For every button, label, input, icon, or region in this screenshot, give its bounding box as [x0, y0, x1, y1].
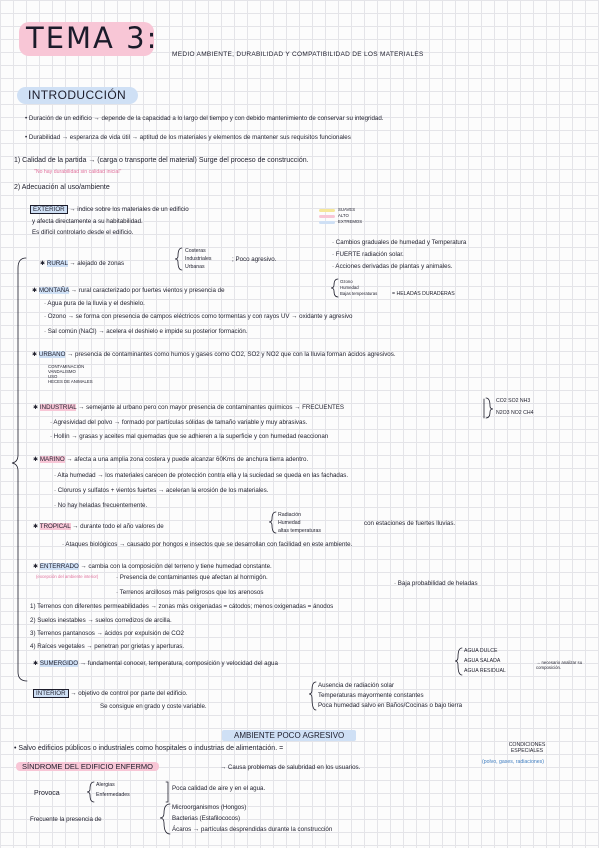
sumergido-option-2: AGUA SALADA	[464, 658, 501, 664]
tropical-option-2: Humedad	[278, 520, 301, 526]
intro-bullet-durabilidad: • Durabilidad → esperanza de vida útil → aptitud de los materiales y elementos de mantener sus requisitos funcionales	[25, 134, 351, 141]
tropical-label: TROPICAL	[39, 523, 71, 530]
sumergido-label: SUMERGIDO	[39, 660, 79, 667]
urbano-list-4: HECES DE ANIMALES	[48, 379, 93, 384]
rural-icon: ✱	[40, 260, 47, 267]
marino-text: → afecta a una amplia zona costera y puede alcanzar 60Kms de anchura tierra adentro.	[66, 456, 309, 463]
montana-bullet-3: · Sal común (NaCl) → acelera el deshielo e impide su posterior formación.	[44, 328, 248, 335]
urbano-icon: ✱	[32, 351, 39, 358]
montana-label: MONTAÑA	[38, 287, 70, 294]
interior-label: INTERIOR	[33, 689, 69, 698]
enterrado-bullet-2: · Terrenos arcillosos más peligrosos que los arenosos	[116, 589, 264, 596]
enterrado-icon: ✱	[33, 563, 40, 570]
exterior-cause-2: · FUERTE radiación solar.	[332, 251, 404, 258]
montana-bullet-1: · Agua pura de la lluvia y el deshielo.	[44, 300, 145, 307]
interior-right-1: Ausencia de radiación solar	[318, 682, 395, 689]
sindrome-heading: SÍNDROME DEL EDIFICIO ENFERMO	[16, 762, 159, 771]
sindrome-text: → Causa problemas de salubridad en los usuarios.	[220, 764, 361, 771]
provoca-option-1: Alergias	[96, 782, 115, 788]
exterior-label: EXTERIOR	[30, 205, 68, 214]
provoca-option-2: Enfermedades	[96, 792, 130, 798]
tropical-option-3: altas temperaturas	[278, 528, 321, 534]
enterrado-point-2: 2) Suelos inestables → suelos corredizos de arcilla.	[30, 617, 172, 624]
rural-label: RURAL	[46, 260, 68, 267]
ambiente-poco-agresivo-heading: AMBIENTE POCO AGRESIVO	[222, 730, 356, 741]
sumergido-option-1: AGUA DULCE	[464, 648, 498, 654]
exterior-line1: → indice sobre los materiales de un edificio	[69, 206, 189, 213]
enterrado-bullet-1: · Presencia de contaminantes que afectan al hormigón.	[116, 574, 268, 581]
industrial-bullet-2: · Hollín → grasas y aceites mal quemadas que se adhieren a la superficie y con humedad reaccionan	[50, 433, 329, 440]
frecuente-option-2: Bacterias (Estafilococos)	[172, 815, 241, 822]
condiciones-note: (polvo, gases, radiaciones)	[482, 759, 544, 765]
rural-option-1: Costeras	[185, 248, 206, 254]
urbano-list-1: CONTAMINACIÓN	[48, 364, 85, 369]
exterior-cause-1: · Cambios graduales de humedad y Temperatura	[332, 239, 467, 246]
industrial-gases-2: N2O3 NO2 CH4	[496, 410, 534, 416]
frecuente-option-3: Ácaros → partículas desprendidas durante la construcción	[172, 826, 333, 833]
exterior-cause-3: · Acciones derivadas de plantas y animales.	[332, 263, 453, 270]
legend-alto: ALTO	[338, 213, 349, 218]
marino-label: MARINO	[39, 456, 65, 463]
point-adecuacion: 2) Adecuación al uso/ambiente	[14, 184, 110, 191]
page-title: TEMA 3:	[26, 21, 159, 55]
frecuente-label: Frecuente la presencia de	[30, 816, 102, 823]
enterrado-label: ENTERRADO	[39, 563, 79, 570]
montana-option-3: Bajas temperaturas	[340, 291, 378, 296]
urbano-label: URBANO	[38, 351, 66, 358]
exterior-line3: Es difícil controlarlo desde el edificio.	[32, 229, 134, 236]
exterior-line2: y afecta directamente a su habitabilidad.	[32, 218, 143, 225]
sumergido-option-3: AGUA RESIDUAL	[464, 668, 506, 674]
urbano-list-3: USO	[48, 374, 58, 379]
intro-bullet-duracion: • Duración de un edificio → depende de la capacidad a lo largo del tiempo y con debido mantenimiento de conservar su integridad.	[25, 115, 384, 122]
montana-text: → rural caracterizado por fuertes vientos y presencia de	[70, 287, 225, 294]
urbano-list-2: VANDALISMO	[48, 369, 76, 374]
environments-brace	[12, 258, 27, 681]
condiciones-especiales: CONDICIONES ESPECIALES	[508, 742, 546, 754]
interior-right-3: Poca humedad salvo en Baños/Cocinas o bajo tierra	[318, 702, 463, 709]
tropical-icon: ✱	[33, 523, 40, 530]
marino-bullet-3: · No hay heladas frecuentemente.	[54, 502, 148, 509]
sumergido-text: → fundamental conocer, temperatura, composición y velocidad del agua	[79, 660, 278, 667]
montana-option-1: Ozono	[340, 279, 353, 284]
rural-option-2: Industriales	[185, 256, 212, 262]
enterrado-side: · Baja probabilidad de heladas	[394, 580, 478, 587]
enterrado-point-3: 3) Terrenos pantanosos → ácidos por expulsión de CO2	[30, 630, 184, 637]
sumergido-note: → necesario analizar su composición.	[536, 660, 583, 670]
montana-option-2: Humedad	[340, 285, 359, 290]
tropical-text: → durante todo el año valores de	[72, 523, 164, 530]
industrial-label: INDUSTRIAL	[39, 404, 77, 411]
interior-line2: Se consigue en grado y coste variable.	[100, 703, 207, 710]
enterrado-point-1: 1) Terrenos con diferentes permeabilidades → zonas más oxigenadas = cátodos; menos oxigenadas = ánodos	[30, 603, 334, 610]
bottom-line-1: • Salvo edificios públicos o industriales como hospitales o industrias de alimentación. =	[14, 745, 284, 752]
montana-tail: = HELADAS DURADERAS	[392, 291, 455, 297]
rural-text: → alejado de zonas	[69, 260, 125, 267]
legend-suaves: SUAVES	[338, 207, 356, 212]
sumergido-icon: ✱	[33, 660, 40, 667]
industrial-bullet-1: · Agresividad del polvo → formado por partículas sólidas de tamaño variable y muy abrasivas.	[50, 419, 308, 426]
interior-line1: → objetivo de control por parte del edificio.	[70, 690, 188, 697]
provoca-label: Provoca	[34, 790, 60, 797]
legend-extremos: EXTREMOS	[338, 219, 363, 224]
frecuente-option-1: Microorganismos (Hongos)	[172, 804, 247, 811]
calidad-quote: "No hay durabilidad sin calidad inicial"	[34, 169, 122, 175]
industrial-text: → semejante al urbano pero con mayor presencia de contaminantes químicos → FRECUENTES	[78, 404, 345, 411]
tropical-option-1: Radiación	[278, 512, 302, 518]
section-heading-intro: INTRODUCCIÓN	[28, 88, 127, 102]
marino-icon: ✱	[33, 456, 40, 463]
tropical-bullet-1: · Ataques biológicos → causado por hongos e insectos que se desarrollan con facilidad en este ambiente.	[62, 541, 353, 548]
tropical-tail: con estaciones de fuertes lluvias.	[364, 520, 456, 527]
provoca-tail: Poca calidad de aire y en el agua.	[172, 785, 266, 792]
enterrado-point-4: 4) Raíces vegetales → penetran por grietas y aperturas.	[30, 643, 185, 650]
rural-tail: ; Poco agresivo.	[232, 256, 277, 263]
enterrado-note: (excepción del ambiente interior)	[36, 574, 99, 579]
industrial-gases-1: CO2 SO2 NH3	[496, 398, 531, 404]
montana-icon: ✱	[32, 287, 39, 294]
enterrado-text: → cambia con la composición del terreno y tiene humedad constante.	[80, 563, 272, 570]
montana-bullet-2: · Ozono → se forma con presencia de campos eléctricos como tormentas y con rayos UV → oxidante y agresivo	[44, 313, 353, 320]
point-calidad: 1) Calidad de la partida → (carga o transporte del material) Surge del proceso de construcción.	[14, 157, 309, 164]
marino-bullet-2: · Cloruros y sulfatos + vientos fuertes → aceleran la erosión de los materiales.	[54, 487, 269, 494]
industrial-icon: ✱	[33, 404, 40, 411]
urbano-text: → presencia de contaminantes como humos y gases como CO2, SO2 y NO2 que con la lluvia forman ácidos agresivos.	[67, 351, 396, 358]
page-subtitle: MEDIO AMBIENTE, DURABILIDAD Y COMPATIBILIDAD DE LOS MATERIALES	[172, 51, 424, 58]
interior-right-2: Temperaturas mayormente constantes	[318, 692, 424, 699]
rural-option-3: Urbanas	[185, 264, 205, 270]
marino-bullet-1: · Alta humedad → los materiales carecen de protección contra ella y la suciedad se queda en las fachadas.	[54, 472, 349, 479]
